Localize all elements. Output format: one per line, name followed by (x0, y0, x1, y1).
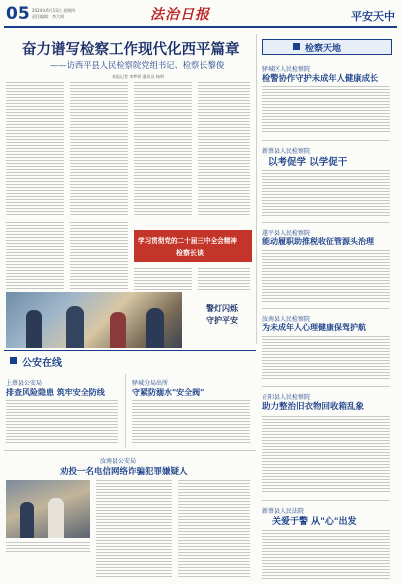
square-icon (293, 43, 300, 50)
right-item-6-kicker: 新蔡县人民法院 (262, 508, 305, 515)
lead-subhead: ——访西平县人民检察院党组书记、检察长黎俊 (50, 60, 225, 70)
right-col-divider (256, 34, 257, 344)
lead-byline: 本报记者 李梦妍 通讯员 杨明 (112, 74, 164, 79)
banner-line-2: 检察长谈 (176, 249, 204, 257)
lead-text-col-1 (6, 82, 64, 216)
bottom-col-divider (125, 374, 126, 448)
right-item-6-text (262, 530, 390, 580)
right-divider-2 (262, 222, 390, 223)
lead-text-col-4 (198, 82, 250, 216)
section-separator (4, 350, 256, 351)
right-item-5-text (262, 416, 390, 494)
photo-figure-3 (110, 312, 126, 348)
section-name: 平安天中 (351, 10, 395, 23)
bottom-item-2-title: 守紧防溺水"安全阀" (132, 388, 205, 397)
bottom-item-3-text-1 (96, 480, 172, 578)
bottom-item-3-kicker: 汝南县公安局 (100, 458, 137, 465)
bottom-photo (6, 480, 90, 538)
editor-line: 责任编辑：李大明 (32, 14, 64, 19)
photo-figure-4 (146, 308, 164, 348)
right-divider-1 (262, 140, 390, 141)
right-item-2-kicker: 新蔡县人民检察院 (262, 148, 311, 155)
bottom-item-1-kicker: 上蔡县公安局 (6, 380, 43, 387)
right-item-3-kicker: 遂平县人民检察院 (262, 230, 311, 237)
right-item-1-kicker: 驿城区人民检察院 (262, 66, 311, 73)
lead-photo (6, 292, 182, 348)
paper-logo: 法治日报 (150, 7, 210, 23)
right-item-6-title: 关爱于警 从"心"出发 (272, 517, 357, 527)
right-item-2-text (262, 170, 390, 216)
photo-caption: 警灯闪烁 守护平安 (206, 303, 238, 325)
right-item-4-text (262, 336, 390, 380)
date-line: 2024年6月13日 星期四 (32, 8, 76, 13)
bottom-item-1-title: 排查风险隐患 筑牢安全防线 (6, 388, 105, 397)
lead-headline: 奋力谱写检察工作现代化西平篇章 (22, 41, 240, 58)
right-col-header (262, 39, 392, 55)
photo-figure-1 (26, 310, 42, 348)
right-item-1-title: 检警协作守护未成年人健康成长 (262, 73, 379, 83)
lead-text-lower-1 (6, 222, 64, 290)
photo-figure-2 (66, 306, 84, 348)
masthead (0, 0, 401, 26)
banner-line-1: 学习贯彻党的二十届三中全会精神 (138, 237, 237, 245)
theme-banner (134, 230, 252, 262)
right-divider-4 (262, 386, 390, 387)
right-item-3-text (262, 250, 390, 302)
bottom-item-3-title: 劝投一名电信网络诈骗犯罪嫌疑人 (60, 467, 188, 477)
right-item-2-title: 以考促学 以学促干 (268, 157, 348, 168)
masthead-rule (4, 26, 397, 28)
bottom-item-1-text (6, 400, 118, 444)
right-item-3-title: 能动履职助推税收征管源头治理 (262, 237, 374, 246)
bottom-item-2-kicker: 驿城分局出所 (132, 380, 169, 387)
bottom-item-2-text (132, 400, 250, 444)
lead-text-lower-3 (134, 268, 192, 290)
bottom-photo-caption-text (6, 542, 90, 554)
square-icon (10, 357, 17, 364)
bottom-photo-figure-2 (48, 498, 64, 538)
right-item-5-kicker: 正阳县人民检察院 (262, 394, 311, 401)
right-item-4-title: 为未成年人心理健康保驾护航 (262, 323, 366, 332)
right-col-header-label: 检察天地 (305, 44, 342, 54)
bottom-item-3-text-2 (178, 480, 250, 578)
right-item-5-title: 助力整治旧衣物回收箱乱象 (262, 402, 365, 412)
lead-text-col-2 (70, 82, 128, 216)
bottom-section-label: 公安在线 (22, 358, 62, 369)
bottom-divider (4, 450, 256, 451)
right-divider-3 (262, 308, 390, 309)
bottom-section-header (6, 354, 86, 368)
right-item-1-text (262, 86, 390, 134)
bottom-photo-figure-1 (20, 502, 34, 538)
lead-text-lower-2 (70, 222, 128, 290)
page-number: 05 (6, 4, 30, 24)
right-divider-5 (262, 500, 390, 501)
right-item-4-kicker: 汝南县人民检察院 (262, 316, 311, 323)
lead-text-col-3 (134, 82, 192, 216)
lead-text-lower-4 (198, 268, 250, 290)
